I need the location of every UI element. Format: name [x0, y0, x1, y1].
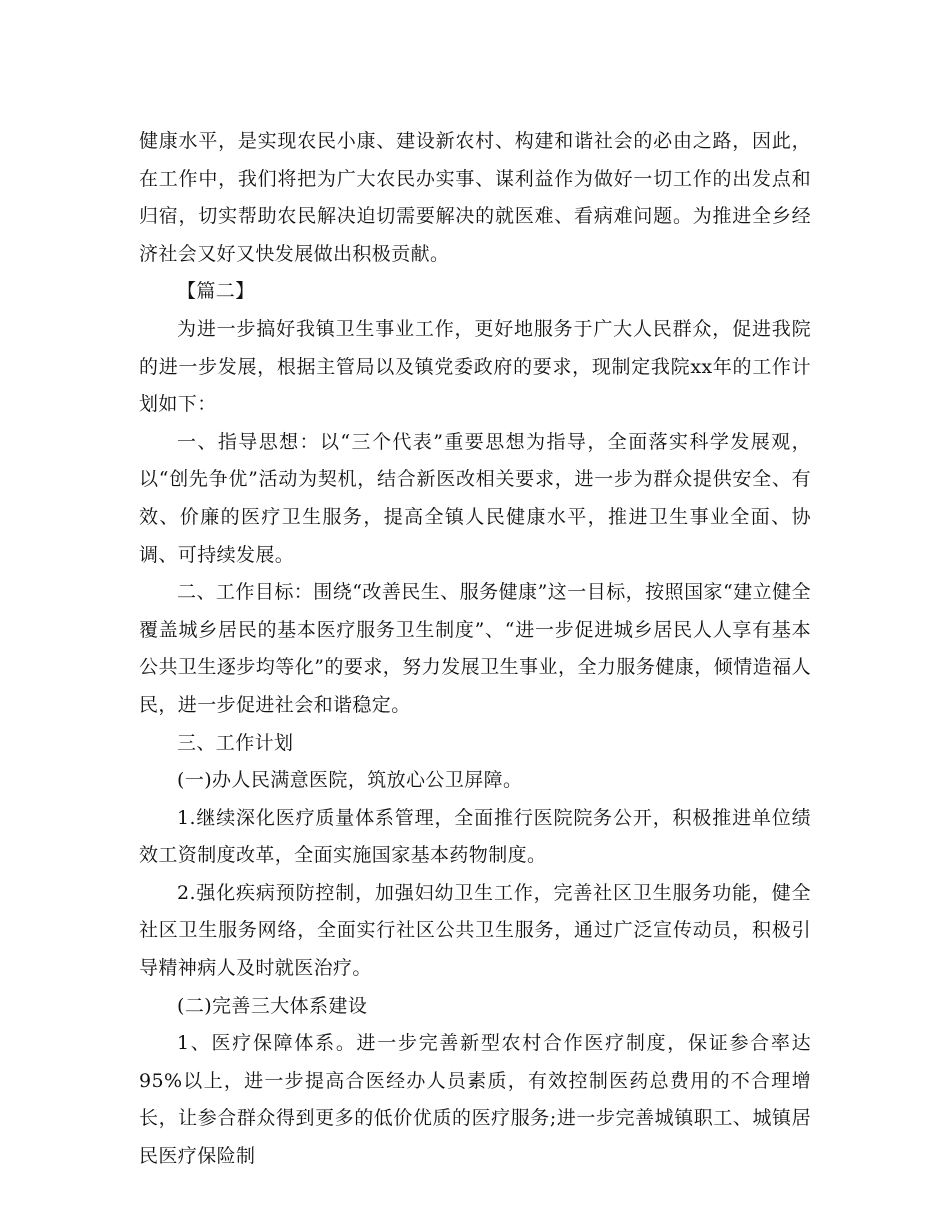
- subheading-plan-two: (二)完善三大体系建设: [177, 994, 368, 1017]
- paragraph-guiding-ideology: 一、指导思想：以“三个代表”重要思想为指导，全面落实科学发展观，以“创先争优”活动为契机，结合新医改相关要求，进一步为群众提供安全、有效、价廉的医疗卫生服务，提高全镇人民健康水平，推进卫生事业全面、协调、可持续发展。: [139, 430, 811, 566]
- paragraph-medical-security: 1、医疗保障体系。进一步完善新型农村合作医疗制度，保证参合率达95%以上，进一步提高合医经办人员素质，有效控制医药总费用的不合理增长，让参合群众得到更多的低价优质的医疗服务;进一步完善城镇职工、城镇居民医疗保险制: [139, 1032, 811, 1168]
- list-item-2: 2.强化疾病预防控制，加强妇幼卫生工作，完善社区卫生服务功能，健全社区卫生服务网络，全面实行社区公共卫生服务，通过广泛宣传动员，积极引导精神病人及时就医治疗。: [139, 881, 811, 980]
- list-item-1: 1.继续深化医疗质量体系管理，全面推行医院院务公开，积极推进单位绩效工资制度改革，全面实施国家基本药物制度。: [139, 806, 811, 867]
- paragraph-continuation: 健康水平，是实现农民小康、建设新农村、构建和谐社会的必由之路，因此，在工作中，我们将把为广大农民办实事、谋利益作为做好一切工作的出发点和归宿，切实帮助农民解决迫切需要解决的就医难、看病难问题。为推进全乡经济社会又好又快发展做出积极贡献。: [139, 130, 811, 265]
- subheading-plan-one: (一)办人民满意医院，筑放心公卫屏障。: [177, 769, 523, 792]
- paragraph-work-goals: 二、工作目标：围绕“改善民生、服务健康”这一目标，按照国家“建立健全覆盖城乡居民的基本医疗服务卫生制度”、“进一步促进城乡居民人人享有基本公共卫生逐步均等化”的要求，努力发展卫生事业，全力服务健康，倾情造福人民，进一步促进社会和谐稳定。: [139, 581, 811, 716]
- paragraph-intro: 为进一步搞好我镇卫生事业工作，更好地服务于广大人民群众，促进我院的进一步发展，根据主管局以及镇党委政府的要求，现制定我院xx年的工作计划如下：: [139, 317, 811, 416]
- section-heading-part-two: 【篇二】: [177, 280, 255, 303]
- heading-work-plan: 三、工作计划: [177, 731, 294, 754]
- document-body: [139, 123, 811, 1176]
